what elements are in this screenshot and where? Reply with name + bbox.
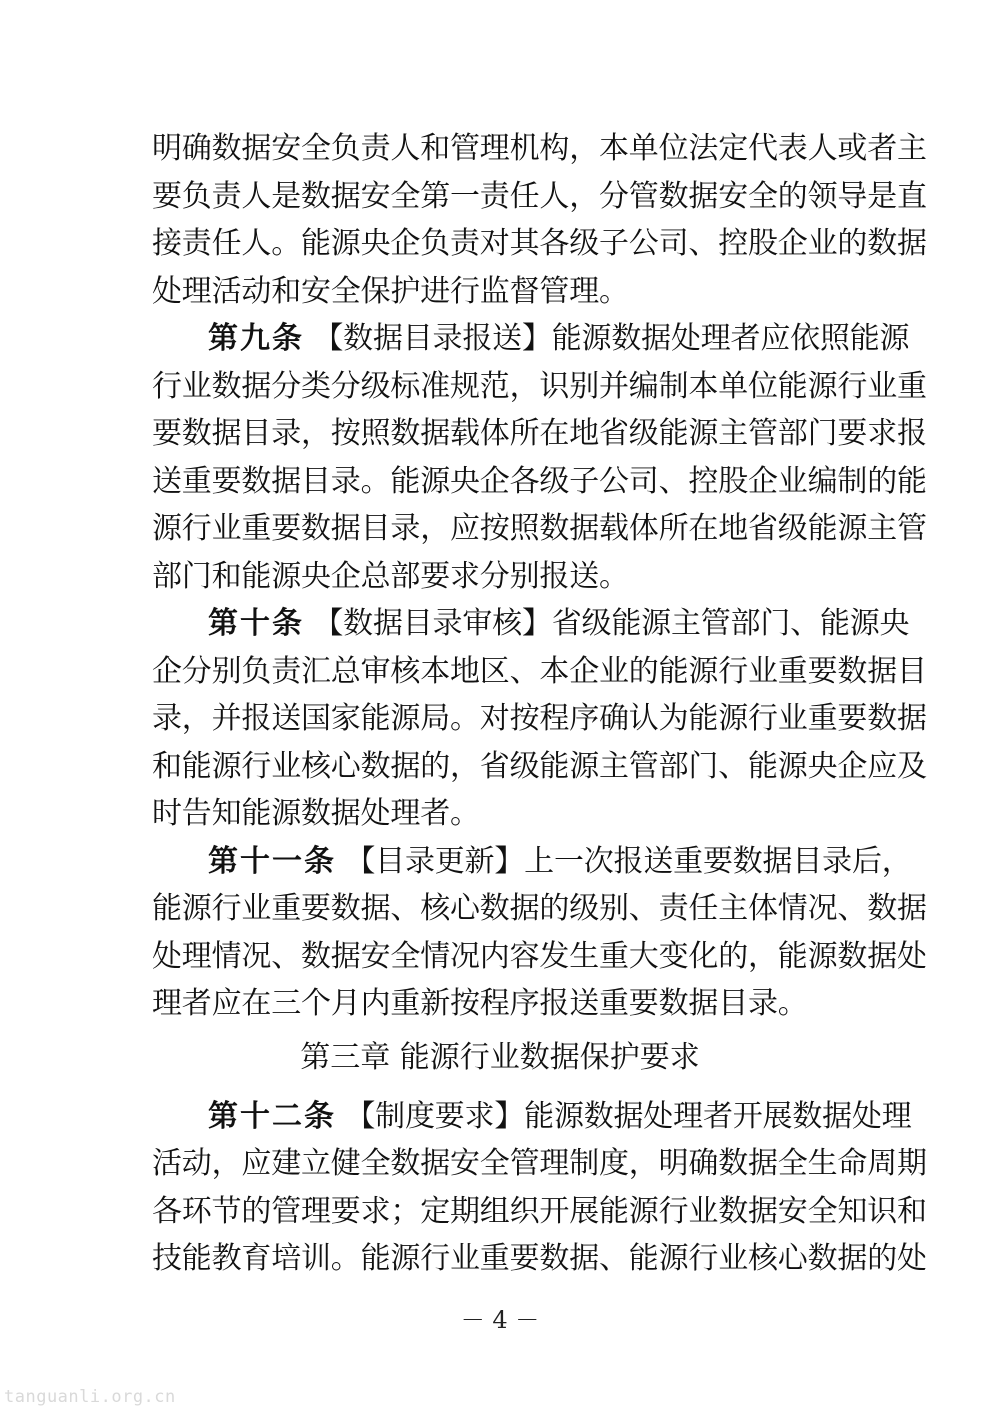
article-10-number: 第十条 <box>208 606 304 641</box>
text-line: 录，并报送国家能源局。对按程序确认为能源行业重要数据 <box>152 701 927 736</box>
text-line: 能源行业重要数据、核心数据的级别、责任主体情况、数据 <box>152 891 927 926</box>
page-number: － 4 － <box>460 1306 540 1334</box>
text-line: 处理情况、数据安全情况内容发生重大变化的，能源数据处 <box>152 939 927 974</box>
text-line: 部门和能源央企总部要求分别报送。 <box>152 559 629 594</box>
article-11-number: 第十一条 <box>208 844 336 879</box>
text-line: 企分别负责汇总审核本地区、本企业的能源行业重要数据目 <box>152 654 927 689</box>
text-line: 要数据目录，按照数据载体所在地省级能源主管部门要求报 <box>152 416 927 451</box>
text-line: 活动，应建立健全数据安全管理制度，明确数据全生命周期 <box>152 1146 927 1181</box>
text-line: 要负责人是数据安全第一责任人，分管数据安全的领导是直 <box>152 179 927 214</box>
text-line: 和能源行业核心数据的，省级能源主管部门、能源央企应及 <box>152 749 927 784</box>
text-line: 接责任人。能源央企负责对其各级子公司、控股企业的数据 <box>152 226 927 261</box>
article-11-first-line <box>208 842 912 882</box>
text-line: 时告知能源数据处理者。 <box>152 796 480 831</box>
article-9-first-line <box>208 319 909 359</box>
watermark-text: tanguanli.org.cn <box>4 1387 176 1407</box>
text-line: 送重要数据目录。能源央企各级子公司、控股企业编制的能 <box>152 464 927 499</box>
text-line: 明确数据安全负责人和管理机构，本单位法定代表人或者主 <box>152 131 927 166</box>
text-line: 理者应在三个月内重新按程序报送重要数据目录。 <box>152 986 808 1021</box>
text-line: 各环节的管理要求；定期组织开展能源行业数据安全知识和 <box>152 1194 927 1229</box>
article-10-first-line <box>208 604 909 644</box>
text-line: 行业数据分类分级标准规范，识别并编制本单位能源行业重 <box>152 369 927 404</box>
article-9-heading-text: 【数据目录报送】能源数据处理者应依照能源 <box>313 321 910 356</box>
text-line: 技能教育培训。能源行业重要数据、能源行业核心数据的处 <box>152 1241 927 1276</box>
article-12-heading-text: 【制度要求】能源数据处理者开展数据处理 <box>345 1099 912 1134</box>
article-12-first-line <box>208 1097 912 1137</box>
text-line: 源行业重要数据目录，应按照数据载体所在地省级能源主管 <box>152 511 927 546</box>
article-10-heading-text: 【数据目录审核】省级能源主管部门、能源央 <box>313 606 910 641</box>
article-11-heading-text: 【目录更新】上一次报送重要数据目录后， <box>345 844 912 879</box>
article-9-number: 第九条 <box>208 321 304 356</box>
text-line: 处理活动和安全保护进行监督管理。 <box>152 274 629 309</box>
chapter-title: 第三章 能源行业数据保护要求 <box>300 1040 700 1075</box>
article-12-number: 第十二条 <box>208 1099 336 1134</box>
